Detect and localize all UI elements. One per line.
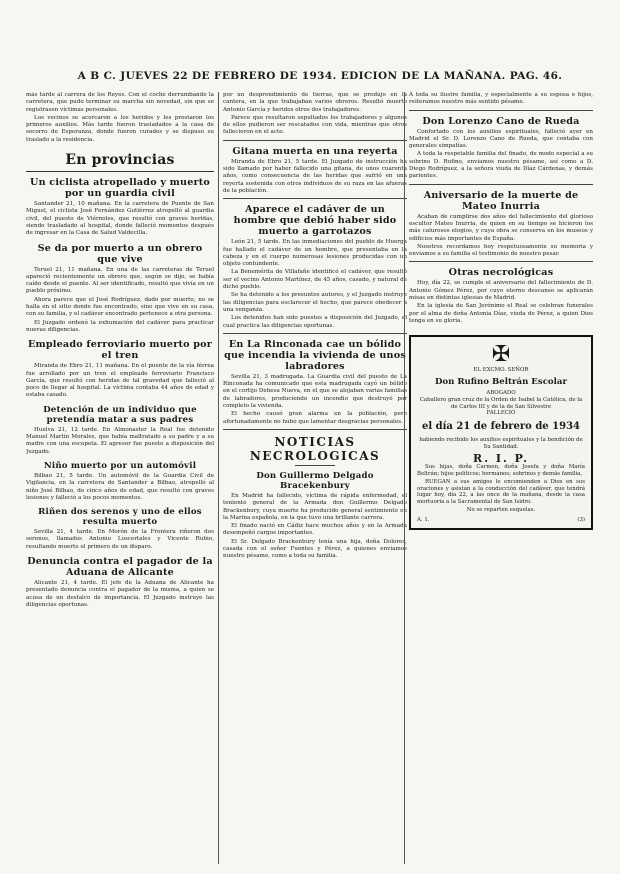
article-text: Miranda de Ebro 21, 5 tarde. El Juzgado de instrucción ha sido llamado por haber fallecido una gitana, de unos cuarenta años, como consecuencia de las heridas que sufrió en una reyerta sostenida con otros individuos de su raza en las afueras de la población. <box>223 158 407 194</box>
obituary-honorific: EL EXCMO. SEÑOR <box>473 367 529 374</box>
divider <box>409 261 593 262</box>
article-text: Alicante 21, 4 tarde. El jefe de la Aduana de Alicante ha presentado denuncia contra el pagador de la misma, a quien se acusa de un desfalco de importancia. El Juzgado instruye las diligencias oportunas. <box>26 579 214 608</box>
article-headline: Detención de un individuo que pretendía matar a sus padres <box>43 404 197 425</box>
running-header: A B C. JUEVES 22 DE FEBRERO DE 1934. EDICION DE LA MAÑANA. PAG. 46. <box>77 70 563 82</box>
divider <box>223 333 407 334</box>
article-text: En la iglesia de San Jerónimo el Real se celebran funerales por el alma de doña Antonia Díaz, viuda de Pérez, a quien Dios tenga en su gloria. <box>409 303 593 324</box>
article-headline: En La Rinconada cae un bólido que incendia la vivienda de unos labradores <box>224 338 406 372</box>
article-text: Se ha detenido a los presuntos autores, y el Juzgado instruye las diligencias para esclarecer el hecho, que parece obedecer a una venganza. <box>223 292 407 313</box>
column-1 <box>26 92 214 864</box>
article-headline: Gitana muerta en una reyerta <box>232 145 398 157</box>
obituary-rip: R. I. P. <box>473 451 529 465</box>
article-text: Confortado con los auxilios espirituales, falleció ayer en Madrid el Sr. D. Lorenzo Cano de Rueda, que contaba con generales simpatías. <box>409 128 593 150</box>
article-text: La Benemérita de Villafañe identificó el cadáver, que resultó ser el vecino Antonio Martínez, de 45 años, casado, y natural de dicho pueblo. <box>223 269 407 291</box>
article-headline: Aniversario de la muerte de Mateo Inurria <box>423 189 579 212</box>
obituary-titles: Caballero gran cruz de la Orden de Isabel la Católica, de la de Carlos III y de la de San Silvestre <box>419 396 583 410</box>
article-text: Sevilla 21, 4 tarde. En Morón de la Frontera riñeron dos serenos, llamados Antonio Loscertales y Vicente Rubio, resultando muerto el primero de un disparo. <box>26 529 214 550</box>
article-headline: Denuncia contra el pagador de la Aduana de Alicante <box>27 555 213 578</box>
divider <box>223 140 407 141</box>
obituary-date: el día 21 de febrero de 1934 <box>421 421 580 433</box>
obituary-died: FALLECIÓ <box>486 410 516 417</box>
article-text: Miranda de Ebro 21, 11 mañana. En el puente de la vía férrea fue arrollado por un tren el empleado ferroviario Francisco García, que resultó con heridas de tal gravedad que falleció al poco de llegar al hospital. La víctima contaba 44 años de edad y estaba casado. <box>26 363 214 399</box>
column-2 <box>218 92 407 864</box>
article-text: Bilbao 21, 5 tarde. Un automóvil de la Guardia Civil de Vigilancia, en la carretera de Santander a Bilbao, atropelló al niño José Bilbao, de cinco años de edad, que resultó con graves lesiones y falleció a los pocos momentos. <box>26 472 214 501</box>
article-text: Teruel 21, 11 mañana. En una de las carreteras de Teruel apareció recientemente un obrero que, según se dijo, se había caído desde el puente. Al ser identificado, resultó que vivía en un pueblo próximo. <box>26 266 214 295</box>
article-headline: Don Guillermo Delgado Bracekenbury <box>256 470 374 491</box>
article-text: Los vecinos se acercaron a los heridos y les prestaron los primeros auxilios. Más tarde fueron trasladados a la casa de socorro de Esperanza, donde fueron curados y se dispuso su traslado a la residencia. <box>26 114 214 143</box>
article-text: Hoy, día 22, se cumple el aniversario del fallecimiento de D. Antonio Gómez Pérez, por cuyo eterno descanso se aplicarán misas en distintas iglesias de Madrid. <box>409 280 593 302</box>
divider <box>409 184 593 185</box>
article-text: Los detenidos han sido puestos a disposición del Juzgado, el cual practica las diligencias oportunas. <box>223 315 407 329</box>
article-text: En Madrid ha fallecido, víctima de rápida enfermedad, el teniente general de la Armada don Guillermo Delgado Brackenbury, cuya muerte ha producido general sentimiento en la Marina española, en la que tuvo una brillante carrera. <box>223 492 407 521</box>
article-text: Santander 21, 10 mañana. En la carretera de Puente de San Miguel, el ciclista José Fernández Gutiérrez atropelló al guardia civil, del puesto de Viérnoles, que resultó con graves heridas, siendo trasladado al hospital, donde falleció momentos después de ingresar en la Casa de Salud Valdecilla. <box>26 201 214 237</box>
article-text: El finado nació en Cádiz hace muchos años y en la Armada desempeñó cargos importantes. <box>223 523 407 537</box>
article-headline: Empleado ferroviario muerto por el tren <box>27 339 212 362</box>
divider <box>409 110 593 111</box>
divider <box>223 198 407 199</box>
article-text: El Juzgado ordenó la exhumación del cadáver para practicar nuevas diligencias. <box>26 319 214 333</box>
article-text: Sevilla 21, 3 madrugada. La Guardia civil del puesto de La Rinconada ha comunicado que esta madrugada cayó un bólido en el cortijo Dehesa Nueva, en el que se alojaban varias familias de labradores, produciendo un incendio que destruyó por completo la vivienda. <box>223 373 407 410</box>
article-headline: Otras necrológicas <box>448 267 554 279</box>
article-headline: Riñen dos serenos y uno de ellos resulta muerto <box>38 507 202 528</box>
divider <box>295 465 335 466</box>
obituary-notice <box>409 335 593 530</box>
article-headline: Don Lorenzo Cano de Rueda <box>422 115 580 127</box>
obituary-note: No se reparten esquelas. <box>466 506 536 513</box>
article-text: Ahora parece que el José Rodríguez, dado por muerto, no se halla en el sitio donde fue encontrado, sino que vive en su casa, con su familia, y el cadáver encontrado pertenece a otra persona. <box>26 296 214 318</box>
article-text: Parece que resultaron sepultados los trabajadores y algunos de ellos pudieron ser rescatados con vida, mientras que otros fallecieron en el acto. <box>223 114 407 136</box>
article-text: Huelva 21, 12 tarde. En Almonaster la Real fue detenido Manuel Martín Morales, que había maltratado a su padre y a su madre con una escopeta. El agresor fue puesto a disposición del Juzgado. <box>26 426 214 455</box>
article-text: El hecho causó gran alarma en la población, pero afortunadamente no hubo que lamentar desgracias personales. <box>223 411 407 425</box>
article-headline: Un ciclista atropellado y muerto por un guardia civil <box>30 177 210 200</box>
obituary-family: Sus hijas, doña Carmen, doña Josefa y doña María Beltrán; hijos políticos; hermanos; sobrinos y demás familia, <box>417 464 585 477</box>
article-text: El Sr. Delgado Brackenbury tenía una hija, doña Dolores, casada con el señor Fuentes y Pérez, a quienes enviamos nuestro pésame, como a toda su familia. <box>223 538 407 560</box>
article-text: más tarde al carrera de los Reyes. Con el coche derrumbando la carretera, que pudo terminar su marcha sin novedad, sin que se registrasen víctimas personales. <box>26 92 214 113</box>
obituary-footer-right: (3) <box>577 516 585 523</box>
section-title: En provincias <box>26 152 214 172</box>
obituary-name: Don Rufino Beltrán Escolar <box>434 377 568 388</box>
cross-icon: ✠ <box>491 342 511 368</box>
article-text: Acaban de cumplirse dos años del fallecimiento del glorioso escultor Mateo Inurria, de quien en su tiempo se hicieron los más calurosos elogios, y cuya obra se conserva en los museos y edificios más importantes de España. <box>409 213 593 242</box>
article-headline: Aparece el cadáver de un hombre que debió haber sido muerto a garrotazos <box>233 204 397 238</box>
section-title: NOTICIAS NECROLOGICAS <box>249 434 381 463</box>
article-headline: Se da por muerto a un obrero que vive <box>37 242 203 265</box>
obituary-footer-left: A. 1. <box>417 516 430 523</box>
article-text: Nosotros recordamos hoy respetuosamente su memoria y enviamos a su familia el testimonio de nuestro pesar. <box>409 243 593 258</box>
column-3 <box>404 92 593 864</box>
article-text: León 21, 5 tarde. En las inmediaciones del pueblo de Huerga fue hallado el cadáver de un hombre, que presentaba en la cabeza y en el cuerpo numerosas lesiones producidas con un objeto contundente. <box>223 239 407 268</box>
obituary-profession: ABOGADO <box>486 390 516 397</box>
obituary-sacraments: habiendo recibido los auxilios espirituales y la bendición de Su Santidad. <box>419 437 583 451</box>
divider <box>223 429 407 430</box>
obituary-request: RUEGAN a sus amigos le encomienden a Dios en sus oraciones y asistan a la conducción del cadáver, que tendrá lugar hoy, día 22, a las once de la mañana, desde la casa mortuoria a la Sacramental de San Isidro. <box>417 478 585 506</box>
article-text: A toda la respetable familia del finado, de modo especial a su sobrino D. Rufino, enviamos nuestro pésame, así como a D. Diego Rodríguez, a la señora viuda de Díaz Cárdenas, y demás parientes. <box>409 151 593 180</box>
article-text: por un desprendimiento de tierras, que se produjo en la cantera, en la que trabajaban varios obreros. Resultó muerto Antonio García y heridos otros dos trabajadores. <box>223 92 407 113</box>
article-text: A toda su ilustre familia, y especialmente a su esposa e hijos, reiteramos nuestro más sentido pésame. <box>409 92 593 106</box>
article-headline: Niño muerto por un automóvil <box>43 460 197 471</box>
obituary-footer <box>417 517 585 524</box>
